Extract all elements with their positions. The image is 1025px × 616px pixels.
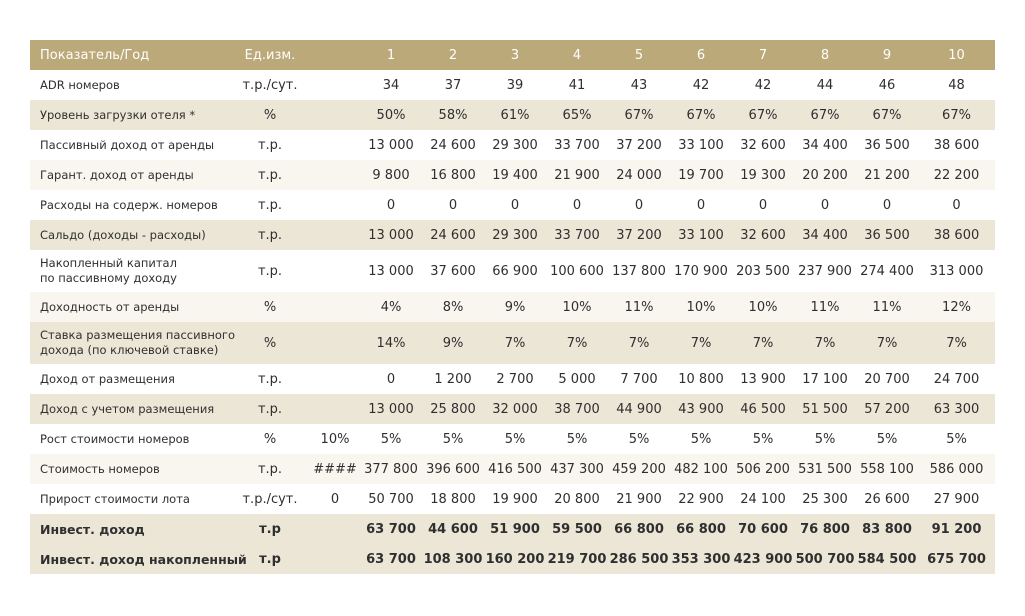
- cell-y5: 459 200: [612, 461, 666, 477]
- cell-y2: 396 600: [426, 461, 480, 477]
- cell-y9: 20 700: [864, 371, 910, 387]
- cell-y6: 170 900: [674, 263, 728, 279]
- cell-y1: 13 000: [368, 263, 414, 279]
- cell-y2: 44 600: [428, 521, 478, 537]
- header-year-3: 3: [510, 47, 520, 63]
- row-invest-income: [30, 514, 995, 544]
- row-base: [310, 322, 360, 364]
- cell-y8: 5%: [814, 431, 836, 447]
- row-base: [310, 190, 360, 220]
- cell-y10: 586 000: [929, 461, 984, 477]
- cell-y8: 25 300: [802, 491, 848, 507]
- cell-y6: 43 900: [678, 401, 724, 417]
- cell-y7: 0: [758, 197, 768, 213]
- cell-y2: 37: [444, 77, 462, 93]
- cell-y4: 38 700: [554, 401, 600, 417]
- row-label: [30, 250, 230, 292]
- header-unit: Ед.изм.: [244, 47, 296, 63]
- cell-y9: 5%: [876, 431, 898, 447]
- cell-y4: 20 800: [554, 491, 600, 507]
- cell-y5: 7%: [628, 335, 650, 351]
- cell-y7: 32 600: [740, 137, 786, 153]
- cell-y3: 39: [506, 77, 524, 93]
- row-unit: т.р./сут.: [242, 77, 298, 93]
- cell-y5: 21 900: [616, 491, 662, 507]
- row-label: Доходность от аренды: [40, 299, 180, 314]
- cell-y8: 11%: [810, 299, 840, 315]
- row-label-line1: Ставка размещения пассивного: [40, 328, 235, 342]
- row-passive-income: [30, 130, 995, 160]
- cell-y8: 44: [816, 77, 834, 93]
- row-base: [310, 220, 360, 250]
- cell-y3: 5%: [504, 431, 526, 447]
- cell-y7: 203 500: [736, 263, 790, 279]
- cell-y6: 5%: [690, 431, 712, 447]
- cell-y7: 10%: [748, 299, 778, 315]
- row-label: Стоимость номеров: [40, 461, 160, 476]
- cell-y5: 137 800: [612, 263, 666, 279]
- cell-y9: 26 600: [864, 491, 910, 507]
- cell-y1: 50%: [376, 107, 406, 123]
- cell-y5: 37 200: [616, 227, 662, 243]
- header-indicator: Показатель/Год: [40, 47, 150, 63]
- cell-y9: 21 200: [864, 167, 910, 183]
- cell-y1: 4%: [380, 299, 402, 315]
- header-year-10: 10: [948, 47, 965, 63]
- cell-y4: 33 700: [554, 137, 600, 153]
- row-unit: %: [263, 335, 277, 351]
- cell-y4: 33 700: [554, 227, 600, 243]
- cell-y6: 66 800: [676, 521, 726, 537]
- header-year-5: 5: [634, 47, 644, 63]
- row-base: [310, 544, 360, 574]
- cell-y7: 13 900: [740, 371, 786, 387]
- cell-y7: 70 600: [738, 521, 788, 537]
- row-unit: т.р.: [257, 371, 283, 387]
- cell-y1: 13 000: [368, 401, 414, 417]
- cell-y6: 10%: [686, 299, 716, 315]
- cell-y10: 24 700: [933, 371, 980, 387]
- cell-y4: 219 700: [547, 551, 607, 567]
- cell-y6: 482 100: [674, 461, 728, 477]
- cell-y10: 12%: [942, 299, 971, 315]
- row-unit: т.р: [259, 551, 281, 567]
- row-base: [310, 394, 360, 424]
- row-label-line2: по пассивному доходу: [40, 271, 177, 285]
- row-balance: [30, 220, 995, 250]
- cell-y6: 7%: [690, 335, 712, 351]
- cell-y6: 353 300: [671, 551, 731, 567]
- cell-y4: 5 000: [558, 371, 596, 387]
- cell-y6: 0: [696, 197, 706, 213]
- cell-y1: 63 700: [366, 521, 416, 537]
- cell-y5: 24 000: [616, 167, 662, 183]
- cell-y1: 34: [382, 77, 400, 93]
- cell-y10: 48: [948, 77, 965, 93]
- cell-y8: 531 500: [798, 461, 852, 477]
- header-year-7: 7: [758, 47, 768, 63]
- row-label: Инвест. доход накопленный: [40, 551, 247, 567]
- row-unit: т.р.: [257, 461, 283, 477]
- row-unit: т.р.: [257, 197, 283, 213]
- cell-y10: 63 300: [933, 401, 980, 417]
- cell-y3: 29 300: [492, 137, 538, 153]
- cell-y8: 0: [820, 197, 830, 213]
- cell-y7: 5%: [752, 431, 774, 447]
- cell-y3: 416 500: [488, 461, 542, 477]
- row-label: Гарант. доход от аренды: [40, 167, 194, 182]
- cell-y10: 5%: [946, 431, 967, 447]
- cell-y3: 29 300: [492, 227, 538, 243]
- cell-y10: 22 200: [933, 167, 980, 183]
- row-base: [310, 250, 360, 292]
- row-base: ####: [313, 461, 357, 477]
- cell-y8: 17 100: [802, 371, 848, 387]
- cell-y2: 37 600: [430, 263, 476, 279]
- cell-y3: 2 700: [496, 371, 534, 387]
- cell-y7: 19 300: [740, 167, 786, 183]
- cell-y5: 66 800: [614, 521, 664, 537]
- header-year-2: 2: [448, 47, 458, 63]
- cell-y5: 0: [634, 197, 644, 213]
- header-year-4: 4: [572, 47, 582, 63]
- cell-y7: 32 600: [740, 227, 786, 243]
- cell-y1: 50 700: [368, 491, 414, 507]
- cell-y10: 91 200: [931, 521, 982, 537]
- cell-y9: 584 500: [857, 551, 917, 567]
- header-year-1: 1: [386, 47, 396, 63]
- row-base: [310, 514, 360, 544]
- row-label: Расходы на содерж. номеров: [40, 197, 218, 212]
- row-base: [310, 160, 360, 190]
- row-base: [310, 100, 360, 130]
- row-unit: т.р.: [257, 263, 283, 279]
- row-unit: т.р./сут.: [242, 491, 298, 507]
- row-label: Рост стоимости номеров: [40, 431, 190, 446]
- cell-y5: 11%: [624, 299, 654, 315]
- row-base: [310, 292, 360, 322]
- cell-y4: 65%: [562, 107, 592, 123]
- cell-y1: 5%: [380, 431, 402, 447]
- header-year-9: 9: [882, 47, 892, 63]
- row-placement-income: [30, 364, 995, 394]
- row-room-value-growth: [30, 424, 995, 454]
- cell-y6: 33 100: [678, 137, 724, 153]
- cell-y4: 0: [572, 197, 582, 213]
- cell-y5: 37 200: [616, 137, 662, 153]
- cell-y5: 286 500: [609, 551, 669, 567]
- header-year-6: 6: [696, 47, 706, 63]
- row-label: Пассивный доход от аренды: [40, 137, 215, 152]
- cell-y7: 7%: [752, 335, 774, 351]
- row-guaranteed-income: [30, 160, 995, 190]
- cell-y2: 0: [448, 197, 458, 213]
- cell-y3: 7%: [504, 335, 526, 351]
- cell-y9: 83 800: [862, 521, 912, 537]
- cell-y9: 67%: [872, 107, 902, 123]
- row-lot-value-increase: [30, 484, 995, 514]
- row-label: Сальдо (доходы - расходы): [40, 227, 206, 242]
- row-unit: %: [263, 299, 277, 315]
- cell-y8: 237 900: [798, 263, 852, 279]
- row-unit: %: [263, 107, 277, 123]
- cell-y7: 67%: [748, 107, 778, 123]
- cell-y6: 19 700: [678, 167, 724, 183]
- cell-y9: 558 100: [860, 461, 914, 477]
- cell-y2: 25 800: [430, 401, 476, 417]
- row-label: Доход от размещения: [40, 371, 175, 386]
- cell-y10: 675 700: [927, 551, 986, 567]
- cell-y9: 36 500: [864, 137, 910, 153]
- cell-y3: 19 900: [492, 491, 538, 507]
- row-label: Доход с учетом размещения: [40, 401, 215, 416]
- cell-y2: 108 300: [423, 551, 483, 567]
- cell-y9: 36 500: [864, 227, 910, 243]
- investment-table: [30, 40, 995, 574]
- row-placement-rate: [30, 322, 995, 364]
- cell-y2: 24 600: [430, 137, 476, 153]
- cell-y8: 7%: [814, 335, 836, 351]
- cell-y4: 7%: [566, 335, 588, 351]
- cell-y3: 61%: [500, 107, 530, 123]
- cell-y5: 43: [630, 77, 648, 93]
- row-base: 0: [330, 491, 340, 507]
- cell-y9: 0: [882, 197, 892, 213]
- cell-y9: 7%: [876, 335, 898, 351]
- cell-y4: 59 500: [552, 521, 602, 537]
- cell-y2: 16 800: [430, 167, 476, 183]
- row-base: [310, 364, 360, 394]
- cell-y4: 437 300: [550, 461, 604, 477]
- cell-y1: 13 000: [368, 227, 414, 243]
- cell-y1: 9 800: [372, 167, 410, 183]
- row-base: [310, 130, 360, 160]
- cell-y4: 5%: [566, 431, 588, 447]
- cell-y7: 46 500: [740, 401, 786, 417]
- cell-y6: 67%: [686, 107, 716, 123]
- cell-y9: 11%: [872, 299, 902, 315]
- row-unit: т.р.: [257, 401, 283, 417]
- cell-y2: 58%: [438, 107, 468, 123]
- row-maintenance-costs: [30, 190, 995, 220]
- cell-y8: 51 500: [802, 401, 848, 417]
- row-occupancy: [30, 100, 995, 130]
- row-unit: т.р.: [257, 137, 283, 153]
- cell-y7: 24 100: [740, 491, 786, 507]
- header-base: [310, 40, 360, 70]
- row-label: ADR номеров: [40, 77, 120, 92]
- cell-y6: 22 900: [678, 491, 724, 507]
- row-income-with-placement: [30, 394, 995, 424]
- cell-y9: 274 400: [860, 263, 914, 279]
- row-unit: т.р: [259, 521, 281, 537]
- cell-y10: 67%: [942, 107, 971, 123]
- cell-y2: 1 200: [434, 371, 472, 387]
- cell-y6: 10 800: [678, 371, 724, 387]
- cell-y10: 27 900: [933, 491, 980, 507]
- row-adr: [30, 70, 995, 100]
- cell-y5: 5%: [628, 431, 650, 447]
- cell-y1: 377 800: [364, 461, 418, 477]
- row-unit: %: [263, 431, 277, 447]
- cell-y8: 76 800: [800, 521, 850, 537]
- cell-y8: 34 400: [802, 137, 848, 153]
- cell-y9: 57 200: [864, 401, 910, 417]
- cell-y1: 63 700: [366, 551, 416, 567]
- header-year-8: 8: [820, 47, 830, 63]
- row-label: [30, 322, 235, 364]
- row-label: Уровень загрузки отеля *: [40, 107, 196, 122]
- row-room-value: [30, 454, 995, 484]
- row-unit: т.р.: [257, 227, 283, 243]
- cell-y2: 24 600: [430, 227, 476, 243]
- cell-y8: 34 400: [802, 227, 848, 243]
- row-base: [310, 70, 360, 100]
- cell-y8: 20 200: [802, 167, 848, 183]
- cell-y6: 42: [692, 77, 710, 93]
- cell-y4: 21 900: [554, 167, 600, 183]
- cell-y2: 8%: [442, 299, 464, 315]
- cell-y3: 9%: [504, 299, 526, 315]
- cell-y3: 66 900: [492, 263, 538, 279]
- cell-y3: 0: [510, 197, 520, 213]
- row-label: Инвест. доход: [40, 521, 145, 537]
- cell-y7: 42: [754, 77, 772, 93]
- cell-y10: 313 000: [929, 263, 984, 279]
- row-unit: т.р.: [257, 167, 283, 183]
- cell-y1: 13 000: [368, 137, 414, 153]
- row-base: 10%: [320, 431, 350, 447]
- cell-y6: 33 100: [678, 227, 724, 243]
- cell-y5: 7 700: [620, 371, 658, 387]
- row-label: Прирост стоимости лота: [40, 491, 190, 506]
- row-label-line2: дохода (по ключевой ставке): [40, 343, 219, 357]
- cell-y4: 10%: [562, 299, 592, 315]
- cell-y8: 500 700: [795, 551, 855, 567]
- cell-y1: 0: [386, 197, 396, 213]
- row-label-line1: Накопленный капитал: [40, 256, 177, 270]
- cell-y10: 7%: [946, 335, 967, 351]
- cell-y10: 0: [952, 197, 961, 213]
- row-accumulated-capital: [30, 250, 995, 292]
- cell-y2: 9%: [442, 335, 464, 351]
- cell-y2: 5%: [442, 431, 464, 447]
- cell-y4: 100 600: [550, 263, 604, 279]
- cell-y3: 19 400: [492, 167, 538, 183]
- row-invest-income-accumulated: [30, 544, 995, 574]
- cell-y3: 51 900: [490, 521, 540, 537]
- cell-y8: 67%: [810, 107, 840, 123]
- cell-y9: 46: [878, 77, 896, 93]
- cell-y7: 506 200: [736, 461, 790, 477]
- header-row: [30, 40, 995, 70]
- cell-y3: 160 200: [485, 551, 545, 567]
- cell-y5: 44 900: [616, 401, 662, 417]
- cell-y10: 38 600: [933, 227, 980, 243]
- row-rental-yield: [30, 292, 995, 322]
- cell-y1: 14%: [376, 335, 406, 351]
- cell-y1: 0: [386, 371, 396, 387]
- cell-y10: 38 600: [933, 137, 980, 153]
- cell-y5: 67%: [624, 107, 654, 123]
- cell-y3: 32 000: [492, 401, 538, 417]
- cell-y4: 41: [568, 77, 586, 93]
- cell-y7: 423 900: [733, 551, 793, 567]
- cell-y2: 18 800: [430, 491, 476, 507]
